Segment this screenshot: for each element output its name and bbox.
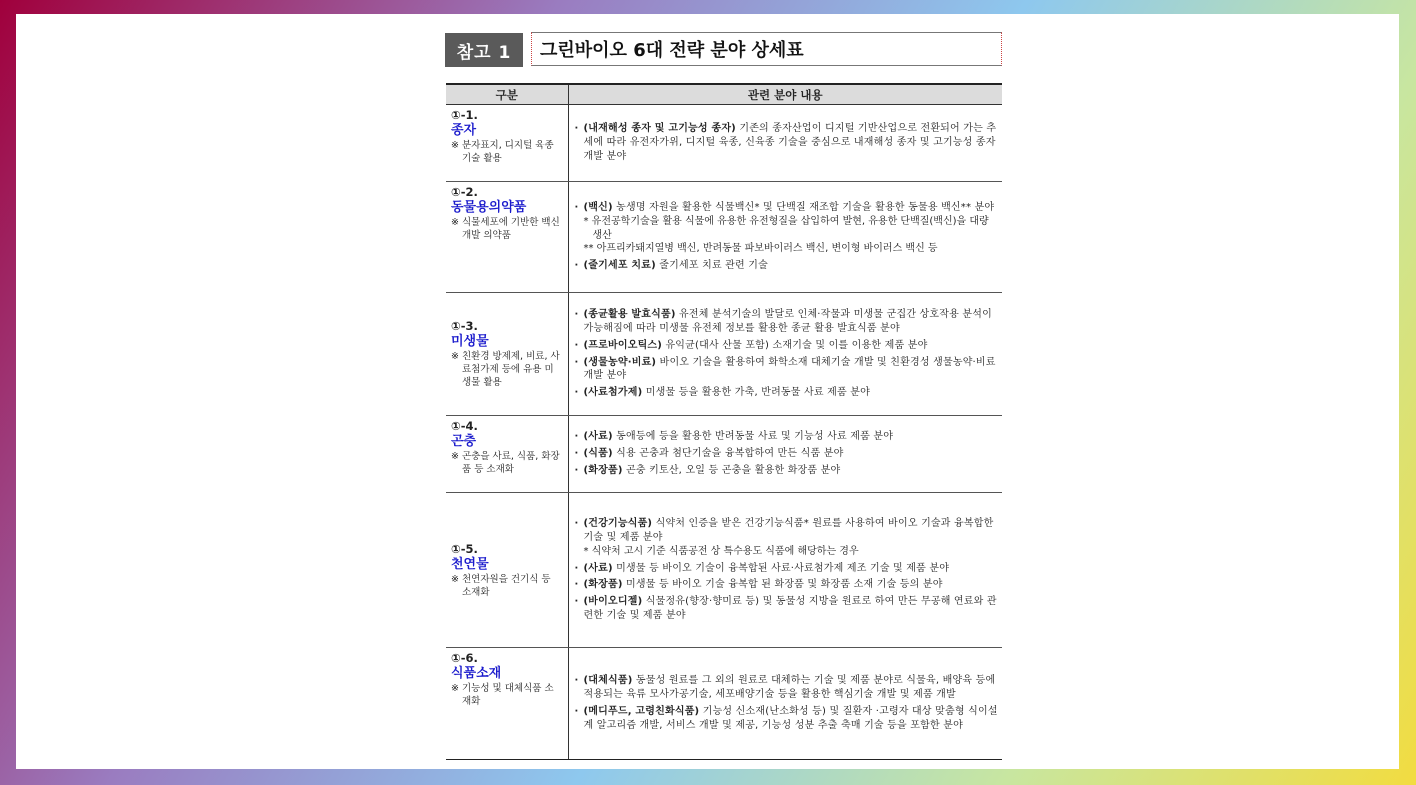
category-cell [446, 493, 568, 648]
table-row [446, 182, 1002, 293]
column-header-content: 관련 분야 내용 [568, 84, 1002, 105]
content-cell [568, 493, 1002, 648]
footnote-text: * 유전공학기술을 활용 식물에 유용한 유전형질을 삽입하여 발현, 유용한 단백질(백신)을 대량 생산 [583, 215, 989, 241]
content-item [573, 517, 999, 545]
category-cell [446, 182, 568, 293]
item-text: 유익균(대사 산물 포함) 소재기술 및 이를 이용한 제품 분야 [662, 339, 928, 351]
footnote [573, 545, 999, 559]
item-heading: (프로바이오틱스) [583, 339, 663, 351]
content-item [573, 308, 999, 336]
row-number: ①-3. [451, 319, 478, 333]
item-text: 미생물 등 바이오 기술이 융복합된 사료·사료첨가제 제조 기술 및 제품 분야 [612, 562, 950, 574]
table-row [446, 293, 1002, 416]
content-item [573, 122, 999, 163]
item-text: 동애등에 등을 활용한 반려동물 사료 및 기능성 사료 제품 분야 [612, 431, 894, 443]
reference-tag: 참고 1 [445, 33, 523, 67]
item-heading: (메디푸드, 고령친화식품) [583, 706, 700, 717]
item-heading: (화장품) [583, 464, 623, 476]
content-cell [568, 293, 1002, 416]
footnote [573, 242, 999, 256]
category-note: ※ 천연자원을 건기식 등 소재화 [451, 573, 551, 598]
table-row [446, 105, 1002, 182]
category-cell [446, 416, 568, 493]
item-heading: (사료) [583, 431, 613, 443]
table-row [446, 493, 1002, 648]
row-number: ①-5. [451, 541, 478, 556]
category-note: ※ 식물세포에 기반한 백신 개발 의약품 [451, 217, 560, 241]
item-text: 곤충 키토산, 오일 등 곤충을 활용한 화장품 분야 [622, 464, 841, 476]
item-heading: (사료) [583, 562, 613, 574]
document-title: 그린바이오 6대 전략 분야 상세표 [531, 32, 1002, 66]
category-name: 종자 [451, 123, 477, 138]
item-text: 유전체 분석기술의 발달로 인체·작물과 미생물 군집간 상호작용 분석이 가능해짐에 따라 미생물 유전체 정보를 활용한 종균 활용 발효식품 분야 [583, 309, 992, 334]
content-item [573, 578, 999, 592]
category-note: ※ 곤충을 사료, 식품, 화장품 등 소재화 [451, 451, 560, 475]
item-text: 동물성 원료를 그 외의 원료로 대체하는 기술 및 제품 분야로 식물육, 배양육 등에 적용되는 육류 모사가공기술, 세포배양기술 등을 활용한 핵심기술 개발 및 제품 개발 [583, 675, 996, 701]
content-item [573, 674, 999, 702]
item-text: 미생물 등 바이오 기술 융복합 된 화장품 및 화장품 소재 기술 등의 분야 [622, 579, 943, 591]
content-cell [568, 182, 1002, 293]
item-text: 미생물 등을 활용한 가축, 반려동물 사료 제품 분야 [642, 387, 870, 399]
table-header-row [446, 84, 1002, 105]
content-item [573, 259, 999, 273]
item-text: 식물정유(향장·향미료 등) 및 동물성 지방을 원료로 하여 만든 무공해 연료와 관련한 기술 및 제품 분야 [583, 596, 997, 621]
category-name: 미생물 [451, 334, 489, 349]
content-item [573, 430, 999, 444]
content-cell [568, 648, 1002, 760]
footnote [573, 215, 999, 243]
item-heading: (줄기세포 치료) [583, 260, 656, 272]
content-item [573, 595, 999, 623]
table-body [446, 105, 1002, 760]
item-heading: (화장품) [583, 579, 623, 591]
page-sheet [16, 14, 1399, 769]
item-heading: (건강기능식품) [583, 518, 653, 530]
footnote-text: * 식약처 고시 기준 식품공전 상 특수용도 식품에 해당하는 경우 [583, 545, 859, 557]
item-heading: (사료첨가제) [583, 387, 643, 399]
footnote-text: ** 아프리카돼지열병 백신, 반려동물 파보바이러스 백신, 변이형 바이러스 백신 등 [583, 243, 938, 255]
content-item [573, 356, 999, 384]
table-row [446, 416, 1002, 493]
category-note: ※ 기능성 및 대체식품 소재화 [451, 683, 554, 707]
strategy-table [446, 83, 1002, 760]
content-item [573, 386, 999, 400]
category-name: 천연물 [451, 556, 489, 572]
item-text: 기존의 종자산업이 디지털 기반산업으로 전환되어 가는 추세에 따라 유전자가위, 디지털 육종, 신육종 기술을 중심으로 내재해성 종자 및 고기능성 종자 개발 분야 [583, 123, 997, 162]
category-cell [446, 648, 568, 760]
table-row [446, 648, 1002, 760]
content-item [573, 562, 999, 576]
category-note: ※ 친환경 방제제, 비료, 사료첨가제 등에 유용 미생물 활용 [451, 351, 560, 388]
content-item [573, 705, 999, 733]
category-cell [446, 293, 568, 416]
content-cell [568, 105, 1002, 182]
content-item [573, 201, 999, 215]
document-header [445, 31, 1005, 69]
item-heading: (내재해성 종자 및 고기능성 종자) [583, 123, 736, 135]
category-name: 식품소재 [451, 666, 502, 681]
item-heading: (백신) [583, 202, 613, 213]
item-heading: (생물농약·비료) [583, 356, 657, 368]
content-item [573, 339, 999, 353]
item-text: 바이오 기술을 활용하여 화학소재 대체기술 개발 및 친환경성 생물농약·비료 개발 분야 [583, 356, 996, 382]
item-heading: (종균활용 발효식품) [583, 309, 676, 321]
row-number: ①-1. [451, 108, 478, 122]
category-name: 동물용의약품 [451, 200, 527, 215]
row-number: ①-2. [451, 185, 478, 199]
category-name: 곤충 [451, 434, 477, 449]
item-text: 식약처 인증을 받은 건강기능식품* 원료를 사용하여 바이오 기술과 융복합한 기술 및 제품 분야 [583, 518, 994, 543]
column-header-category: 구분 [446, 84, 568, 105]
category-note: ※ 분자표지, 디지털 육종 기술 활용 [451, 140, 554, 164]
item-heading: (식품) [583, 448, 613, 460]
item-text: 식용 곤충과 첨단기술을 융복합하여 만든 식품 분야 [612, 448, 844, 460]
item-heading: (대체식품) [583, 675, 633, 687]
item-text: 기능성 신소재(난소화성 등) 및 질환자 ·고령자 대상 맞춤형 식이설계 알고리즘 개발, 서비스 개발 및 제공, 기능성 성분 추출 축매 기술 등을 포함한 분야 [583, 706, 998, 731]
content-item [573, 447, 999, 461]
item-text: 농생명 자원을 활용한 식물백신* 및 단백질 재조합 기술을 활용한 동물용 백신** 분야 [612, 202, 995, 213]
content-cell [568, 416, 1002, 493]
row-number: ①-6. [451, 651, 478, 665]
row-number: ①-4. [451, 419, 478, 433]
content-item [573, 464, 999, 478]
item-text: 줄기세포 치료 관련 기술 [655, 260, 769, 272]
item-heading: (바이오디젤) [583, 596, 643, 608]
category-cell [446, 105, 568, 182]
document [445, 31, 1005, 731]
